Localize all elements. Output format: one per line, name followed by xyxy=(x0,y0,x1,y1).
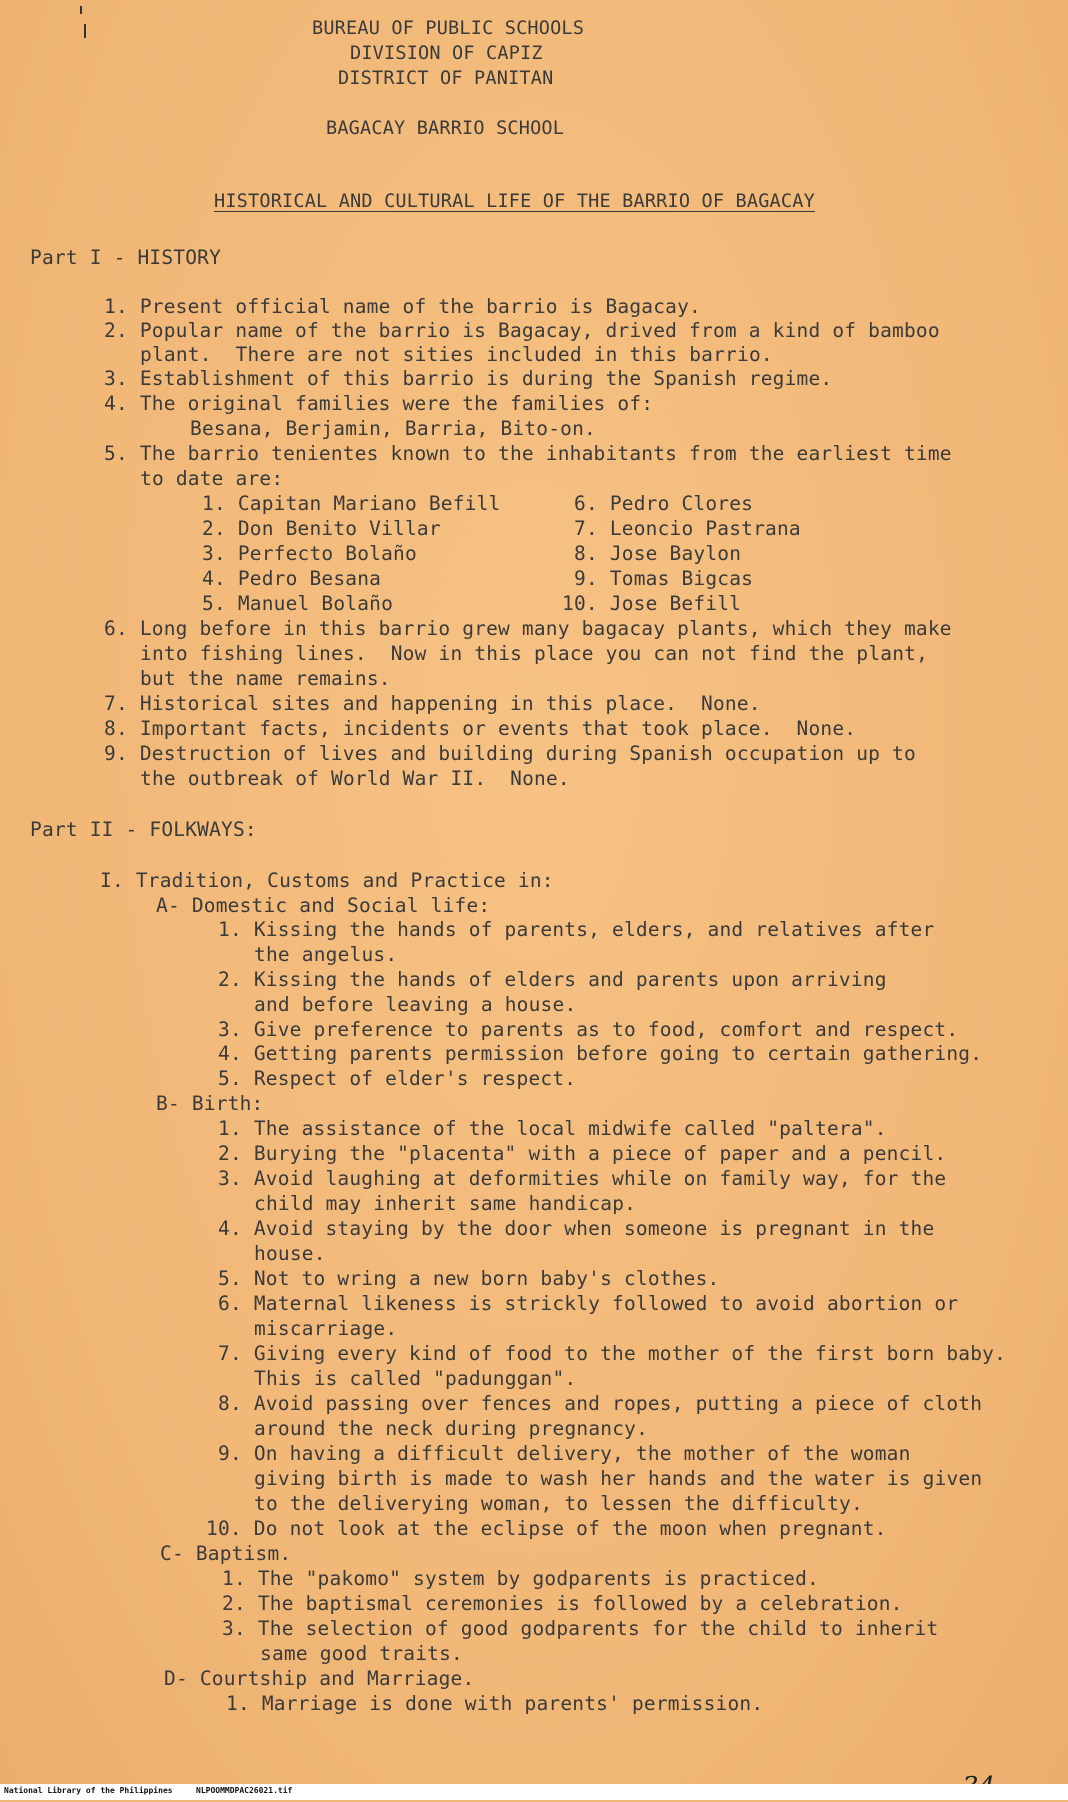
folkway-line: 4. Avoid staying by the door when someone is pregnant in the xyxy=(218,1217,935,1240)
folkway-line: 8. Avoid passing over fences and ropes, putting a piece of cloth xyxy=(218,1392,983,1415)
part2-heading: Part II - FOLKWAYS: xyxy=(30,818,257,841)
history-line: 8. Important facts, incidents or events that took place. None. xyxy=(104,717,857,740)
folkway-line: 3. Avoid laughing at deformities while on family way, for the xyxy=(218,1167,947,1190)
folkway-line: to the deliverying woman, to lessen the difficulty. xyxy=(254,1492,863,1515)
teniente-item: 1. Capitan Mariano Befill xyxy=(202,492,501,515)
history-line: 9. Destruction of lives and building during Spanish occupation up to xyxy=(104,742,916,765)
part1-heading: Part I - HISTORY xyxy=(30,246,222,269)
folkway-line: the angelus. xyxy=(254,943,398,966)
folkway-line: giving birth is made to wash her hands and the water is given xyxy=(254,1467,983,1490)
folkway-line: 1. The "pakomo" system by godparents is practiced. xyxy=(222,1567,819,1590)
subsection-b-title: B- Birth: xyxy=(156,1092,264,1115)
teniente-item: 6. Pedro Clores xyxy=(574,492,754,515)
folkway-line: 2. Kissing the hands of elders and parents upon arriving xyxy=(218,968,887,991)
folkway-line: 1. Marriage is done with parents' permission. xyxy=(226,1692,764,1715)
folkway-line: and before leaving a house. xyxy=(254,993,577,1016)
folkway-line: 3. The selection of good godparents for the child to inherit xyxy=(222,1617,939,1640)
history-line: into fishing lines. Now in this place you can not find the plant, xyxy=(140,642,929,665)
teniente-item: 8. Jose Baylon xyxy=(574,542,742,565)
history-line: 7. Historical sites and happening in this place. None. xyxy=(104,692,761,715)
folkway-line: This is called "padunggan". xyxy=(254,1367,577,1390)
header-district: DISTRICT OF PANITAN xyxy=(338,68,554,89)
folkway-line: 6. Maternal likeness is strickly followed to avoid abortion or xyxy=(218,1292,959,1315)
folkway-line: miscarriage. xyxy=(254,1317,398,1340)
teniente-item: 10. Jose Befill xyxy=(562,592,742,615)
history-line: 3. Establishment of this barrio is during the Spanish regime. xyxy=(104,367,833,390)
history-line: to date are: xyxy=(140,467,284,490)
history-line: 6. Long before in this barrio grew many bagacay plants, which they make xyxy=(104,617,952,640)
teniente-item: 5. Manuel Bolaño xyxy=(202,592,394,615)
header-bureau: BUREAU OF PUBLIC SCHOOLS xyxy=(312,18,585,39)
teniente-item: 2. Don Benito Villar xyxy=(202,517,441,540)
folkway-line: same good traits. xyxy=(260,1642,463,1665)
history-line: 1. Present official name of the barrio is Bagacay. xyxy=(104,295,701,318)
history-line: but the name remains. xyxy=(140,667,391,690)
punch-mark xyxy=(84,24,86,38)
folkway-line: 5. Not to wring a new born baby's clothes. xyxy=(218,1267,720,1290)
history-line: the outbreak of World War II. None. xyxy=(140,767,570,790)
section-heading: I. Tradition, Customs and Practice in: xyxy=(100,869,554,892)
folkway-line: 1. The assistance of the local midwife called "paltera". xyxy=(218,1117,887,1140)
folkway-line: 5. Respect of elder's respect. xyxy=(218,1067,577,1090)
folkway-line: 7. Giving every kind of food to the mother of the first born baby. xyxy=(218,1342,1007,1365)
document-title: HISTORICAL AND CULTURAL LIFE OF THE BARRIO OF BAGACAY xyxy=(214,191,815,212)
footer-library: National Library of the Philippines xyxy=(4,1786,173,1795)
teniente-item: 4. Pedro Besana xyxy=(202,567,382,590)
folkway-line: child may inherit same handicap. xyxy=(254,1192,637,1215)
footer-filename: NLPOOMMDPAC26021.tif xyxy=(196,1786,293,1795)
folkway-line: 1. Kissing the hands of parents, elders, and relatives after xyxy=(218,918,935,941)
scan-footer xyxy=(0,1784,1068,1800)
teniente-item: 7. Leoncio Pastrana xyxy=(574,517,801,540)
teniente-item: 9. Tomas Bigcas xyxy=(574,567,754,590)
subsection-a-title: A- Domestic and Social life: xyxy=(156,894,491,917)
folkway-line: 4. Getting parents permission before going to certain gathering. xyxy=(218,1042,983,1065)
folkway-line: around the neck during pregnancy. xyxy=(254,1417,649,1440)
folkway-line: 2. The baptismal ceremonies is followed by a celebration. xyxy=(222,1592,903,1615)
subsection-c-title: C- Baptism. xyxy=(160,1542,292,1565)
history-line: 2. Popular name of the barrio is Bagacay, drived from a kind of bamboo xyxy=(104,319,940,342)
history-line: Besana, Berjamin, Barria, Bito-on. xyxy=(190,417,596,440)
header-division: DIVISION OF CAPIZ xyxy=(350,43,543,64)
school-name: BAGACAY BARRIO SCHOOL xyxy=(326,118,565,139)
punch-mark xyxy=(80,6,82,14)
history-line: plant. There are not sities included in this barrio. xyxy=(140,343,773,366)
folkway-line: 10. Do not look at the eclipse of the moon when pregnant. xyxy=(206,1517,887,1540)
history-line: 5. The barrio tenientes known to the inhabitants from the earliest time xyxy=(104,442,952,465)
subsection-d-title: D- Courtship and Marriage. xyxy=(164,1667,475,1690)
folkway-line: house. xyxy=(254,1242,326,1265)
folkway-line: 3. Give preference to parents as to food, comfort and respect. xyxy=(218,1018,959,1041)
folkway-line: 2. Burying the "placenta" with a piece of paper and a pencil. xyxy=(218,1142,947,1165)
history-line: 4. The original families were the families of: xyxy=(104,392,654,415)
folkway-line: 9. On having a difficult delivery, the mother of the woman xyxy=(218,1442,911,1465)
teniente-item: 3. Perfecto Bolaño xyxy=(202,542,417,565)
